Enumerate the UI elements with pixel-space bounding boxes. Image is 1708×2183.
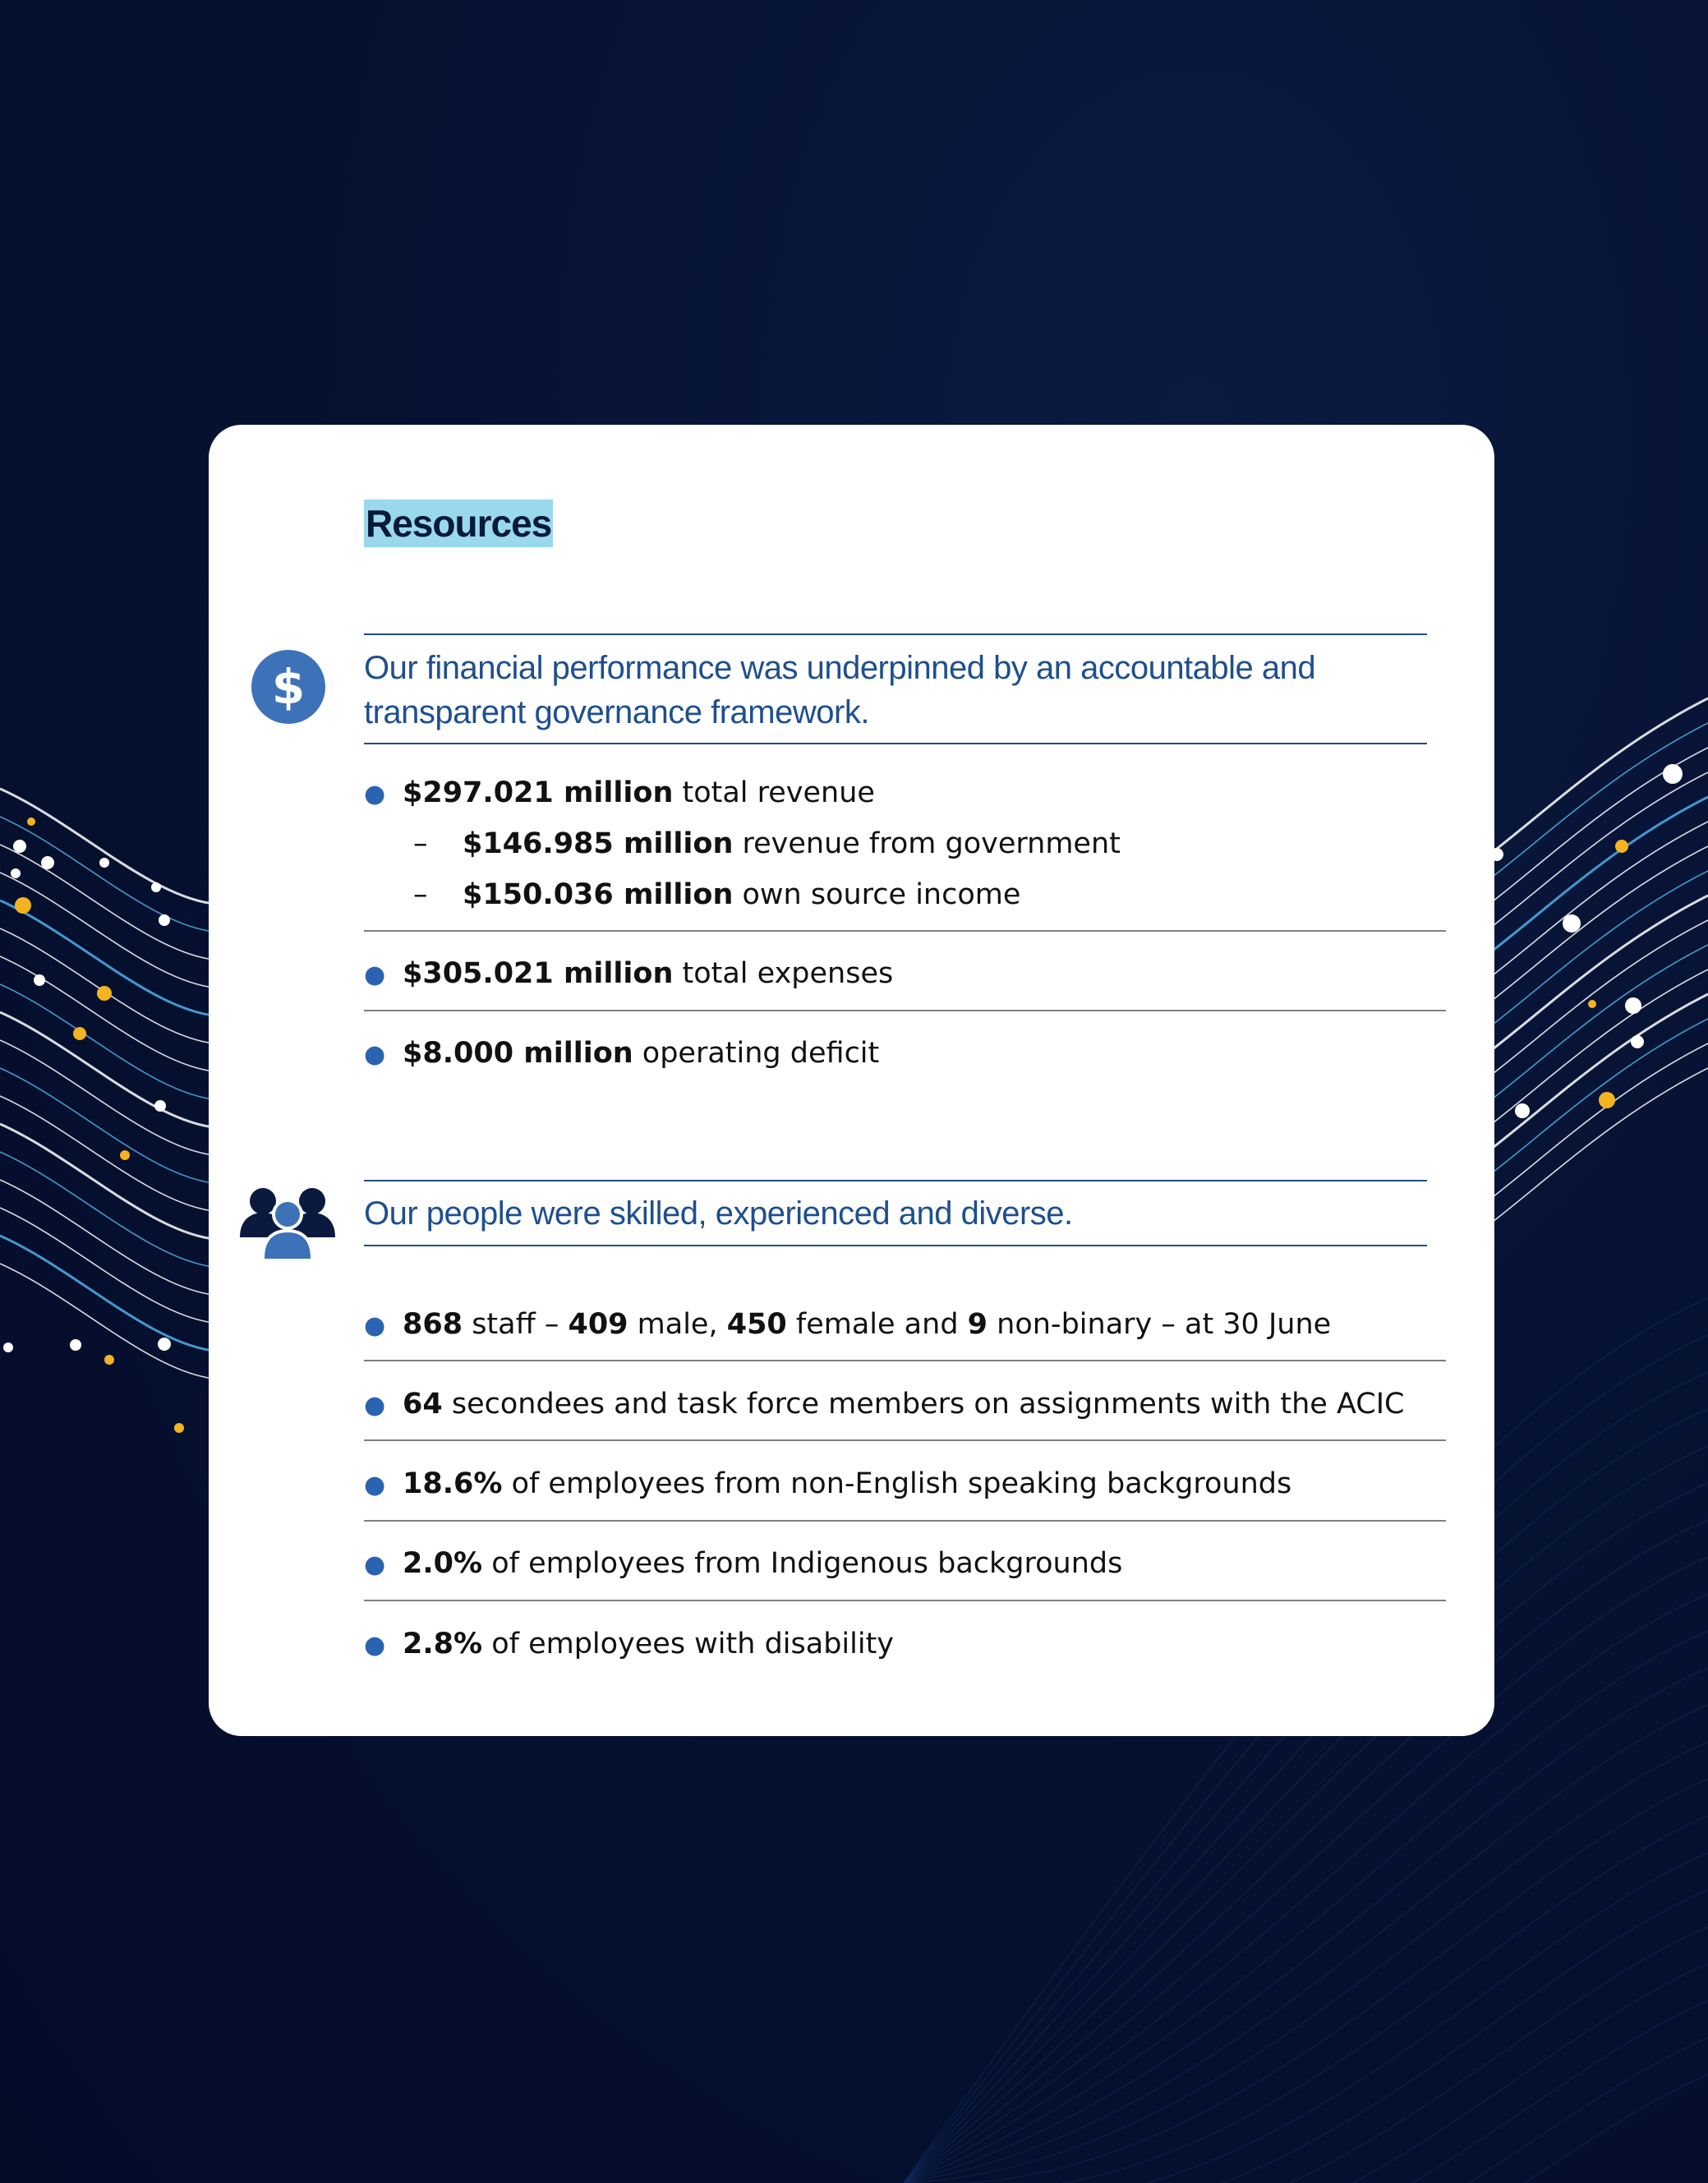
bullet: ● <box>364 1550 386 1579</box>
wave-dot <box>13 840 26 853</box>
wave-dot <box>158 1338 171 1351</box>
wave-line <box>0 1012 214 1127</box>
wave-line <box>904 2038 1708 2183</box>
list-item-indigenous-backgrounds <box>364 1544 1122 1583</box>
wave-line <box>0 789 214 904</box>
wave-line <box>904 1742 1708 2183</box>
resources-card <box>209 425 1494 1736</box>
people-heading: Our people were skilled, experienced and diverse. <box>364 1195 1073 1232</box>
bullet: ● <box>364 960 386 989</box>
sublist-item-own-source-income <box>364 875 1020 914</box>
wave-line <box>0 1068 214 1183</box>
value: 2.8% <box>403 1628 483 1660</box>
value: $305.021 million <box>403 957 674 990</box>
wave-line <box>1479 797 1708 961</box>
wave-line <box>0 1040 214 1155</box>
list-item-staff <box>364 1305 1331 1344</box>
label: male, <box>628 1308 727 1341</box>
wave-dot <box>1615 840 1628 853</box>
label: of employees from non-English speaking backgrounds <box>502 1467 1292 1500</box>
label: female and <box>786 1308 968 1341</box>
wave-dot <box>159 914 170 926</box>
bullet: ● <box>364 780 386 808</box>
wave-dot <box>70 1339 81 1351</box>
divider <box>364 1600 1446 1601</box>
label: total revenue <box>673 776 875 809</box>
wave-line <box>1479 969 1708 1134</box>
wave-dot <box>104 1355 114 1365</box>
list-item-total-expenses <box>364 954 893 993</box>
wave-line <box>0 1180 214 1295</box>
staff-male: 409 <box>568 1308 628 1341</box>
wave-line <box>1479 1068 1708 1232</box>
bullet: ● <box>364 1040 386 1069</box>
list-item-operating-deficit <box>364 1034 879 1073</box>
wave-line <box>0 928 214 1043</box>
wave-line <box>904 2075 1708 2183</box>
divider <box>364 1010 1446 1011</box>
people-icon <box>238 1183 337 1262</box>
wave-line <box>1479 723 1708 887</box>
wave-dot <box>1588 1000 1596 1008</box>
wave-line <box>0 1236 214 1351</box>
label: own source income <box>733 878 1021 911</box>
bullet: ● <box>364 1391 386 1420</box>
wave-line <box>0 1152 214 1267</box>
list-item-disability <box>364 1624 894 1664</box>
wave-line <box>1479 822 1708 986</box>
value: $146.985 million <box>463 827 734 860</box>
bullet: ● <box>364 1311 386 1340</box>
wave-dot <box>154 1100 166 1112</box>
wave-line <box>0 1096 214 1211</box>
wave-dot <box>11 868 21 878</box>
divider <box>364 1520 1446 1522</box>
wave-dot <box>73 1027 86 1040</box>
staff-female: 450 <box>726 1308 787 1341</box>
dollar-icon <box>251 649 326 725</box>
wave-line <box>1479 772 1708 937</box>
divider <box>364 1360 1446 1361</box>
wave-dot <box>1625 997 1641 1014</box>
wave-line <box>904 1853 1708 2183</box>
wave-line <box>1479 896 1708 1060</box>
wave-dot <box>1599 1092 1615 1108</box>
list-item-non-english-backgrounds <box>364 1464 1291 1504</box>
value: 2.0% <box>403 1547 483 1580</box>
wave-dot <box>120 1150 130 1160</box>
sublist-item-revenue-government <box>364 824 1121 864</box>
list-item-total-revenue <box>364 773 875 813</box>
wave-line <box>0 1124 214 1239</box>
list-item-secondees <box>364 1384 1404 1424</box>
staff-total: 868 <box>403 1308 463 1341</box>
wave-line <box>1479 994 1708 1158</box>
wave-dot <box>151 882 161 892</box>
financial-heading: Our financial performance was underpinned by an accountable and transparent governance framework. <box>364 650 1316 730</box>
divider <box>364 930 1446 932</box>
label: staff – <box>463 1308 569 1341</box>
wave-dot <box>15 897 31 914</box>
label: operating deficit <box>633 1037 880 1070</box>
value: 64 <box>403 1388 443 1421</box>
page-title: Resources <box>364 500 553 547</box>
wave-line <box>904 1779 1708 2183</box>
wave-line <box>1479 871 1708 1035</box>
wave-dot <box>174 1423 184 1433</box>
wave-line <box>0 817 214 932</box>
wave-dot <box>1631 1035 1644 1048</box>
wave-line <box>904 1816 1708 2183</box>
value: $150.036 million <box>463 878 734 911</box>
value: 18.6% <box>403 1467 503 1500</box>
dash: – <box>413 827 428 860</box>
value: $297.021 million <box>403 776 674 809</box>
bullet: ● <box>364 1631 386 1660</box>
value: $8.000 million <box>403 1037 633 1070</box>
label: non-binary – at 30 June <box>988 1308 1332 1341</box>
financial-heading-bottom-rule <box>364 743 1427 744</box>
wave-line <box>0 984 214 1099</box>
dash: – <box>413 878 428 911</box>
svg-text:$: $ <box>271 659 306 715</box>
financial-heading-top-rule <box>364 633 1427 635</box>
wave-line <box>0 873 214 988</box>
wave-line <box>0 1208 214 1323</box>
people-heading-top-rule <box>364 1180 1427 1181</box>
bullet: ● <box>364 1471 386 1499</box>
label: of employees with disability <box>482 1628 895 1660</box>
wave-dot <box>34 974 45 986</box>
people-heading-bottom-rule <box>364 1245 1427 1246</box>
label: secondees and task force members on assignments with the ACIC <box>442 1388 1405 1421</box>
wave-dot <box>97 986 112 1001</box>
wave-line <box>0 956 214 1071</box>
label: total expenses <box>673 957 894 990</box>
wave-dot <box>3 1342 13 1352</box>
wave-dot <box>27 817 35 826</box>
wave-dot <box>99 858 109 868</box>
label: revenue from government <box>733 827 1121 860</box>
wave-dot <box>1515 1103 1530 1118</box>
wave-line <box>904 1705 1708 2183</box>
divider <box>364 1439 1446 1441</box>
staff-non-binary: 9 <box>967 1308 988 1341</box>
label: of employees from Indigenous backgrounds <box>482 1547 1123 1580</box>
wave-dot <box>1663 764 1683 784</box>
wave-dot <box>1563 914 1581 933</box>
wave-line <box>1479 1019 1708 1183</box>
wave-dot <box>41 856 54 869</box>
wave-line <box>904 1964 1708 2183</box>
